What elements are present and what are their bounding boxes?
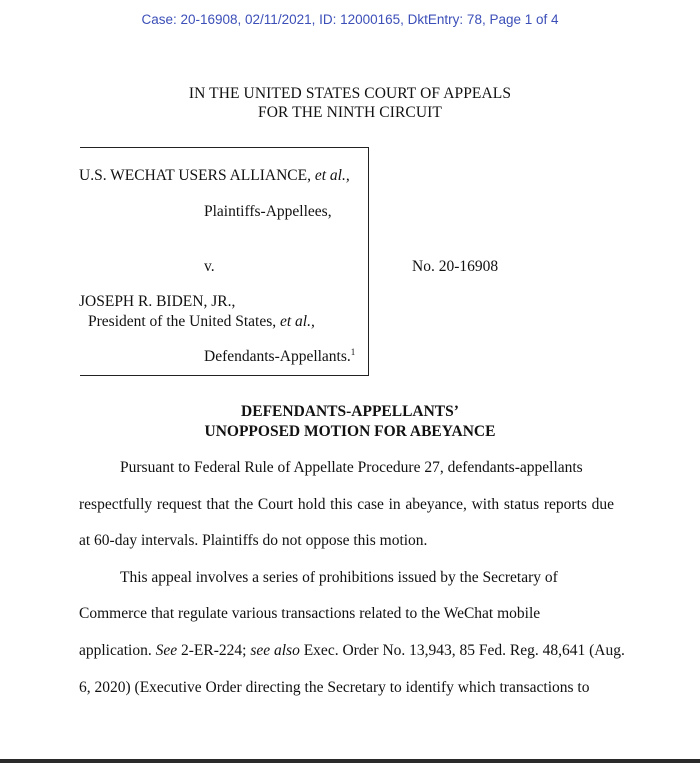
versus: v. — [204, 258, 215, 275]
citation-text: Exec. Order No. 13,943, 85 Fed. Reg. 48,641 (Aug. — [303, 641, 625, 659]
plaintiff-line — [79, 167, 350, 185]
motion-body — [79, 450, 625, 706]
court-title-line-2: FOR THE NINTH CIRCUIT — [258, 104, 442, 121]
body-line: This appeal involves a series of prohibitions issued by the Secretary of — [120, 568, 558, 586]
citation-text: application. — [79, 641, 152, 659]
page-bottom-edge — [0, 759, 700, 763]
body-line: respectfully request that the Court hold this case in abeyance, with status reports due — [79, 495, 614, 513]
case-number: No. 20-16908 — [412, 258, 499, 275]
citation-signal-see: See — [155, 641, 178, 659]
body-line: at 60-day intervals. Plaintiffs do not oppose this motion. — [79, 532, 428, 550]
defendant-title-line — [88, 313, 315, 331]
body-line: 6, 2020) (Executive Order directing the Secretary to identify which transactions to — [79, 678, 590, 696]
body-line-citation — [79, 633, 625, 670]
motion-title — [0, 402, 700, 442]
ecf-header-stamp: Case: 20-16908, 02/11/2021, ID: 12000165, DktEntry: 78, Page 1 of 4 — [141, 12, 559, 27]
defendant-role: Defendants-Appellants. — [204, 348, 351, 365]
defendant-et-al: et al., — [280, 313, 315, 330]
body-line: Pursuant to Federal Rule of Appellate Procedure 27, defendants-appellants — [120, 459, 583, 476]
footnote-marker[interactable]: 1 — [350, 346, 356, 357]
defendant-role-line — [204, 348, 355, 366]
defendant-name: JOSEPH R. BIDEN, JR., — [79, 293, 236, 310]
court-title-line-1: IN THE UNITED STATES COURT OF APPEALS — [188, 85, 512, 102]
citation-signal-see-also: see also — [250, 641, 300, 659]
body-line: Commerce that regulate various transactions related to the WeChat mobile — [79, 605, 541, 623]
motion-title-line-2: UNOPPOSED MOTION FOR ABEYANCE — [204, 423, 496, 440]
defendant-title: President of the United States, — [88, 313, 277, 330]
motion-title-line-1: DEFENDANTS-APPELLANTS’ — [241, 403, 459, 420]
citation-text: 2-ER-224; — [181, 641, 247, 659]
paragraph-1 — [79, 450, 614, 560]
plaintiff-role: Plaintiffs-Appellees, — [204, 203, 332, 220]
paragraph-2 — [79, 560, 625, 706]
plaintiff-name: U.S. WECHAT USERS ALLIANCE, — [79, 167, 311, 184]
plaintiff-et-al: et al., — [314, 167, 350, 184]
court-title — [0, 84, 700, 122]
